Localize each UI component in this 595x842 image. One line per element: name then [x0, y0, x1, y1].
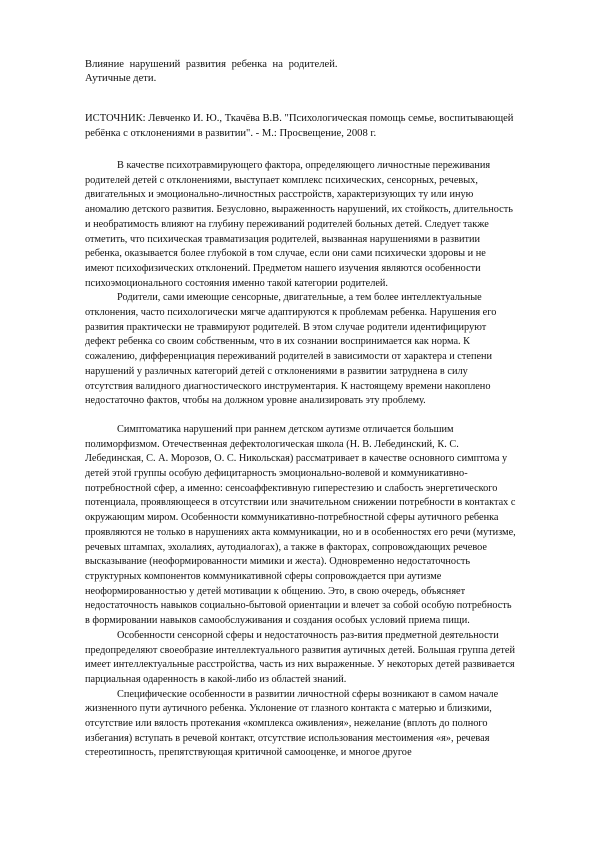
paragraph-4: Особенности сенсорной сферы и недостаточность раз-вития предметной деятельности предопределяют своеобразие интеллектуального развития аутичных детей. Большая группа детей имеет интеллектуальные расстройства, часть из них выраженные. У некоторых детей развивается парциальная одаренность в какой-либо из областей знаний.	[85, 629, 516, 685]
document-subtitle: Аутичные дети.	[85, 73, 157, 84]
paragraph-2: Родители, сами имеющие сенсорные, двигательные, а тем более интеллектуальные отклонения, часто психологически мягче адаптируются к проблемам ребенка. Нарушения его развития практически не травмируют родителей. В этом случае родители идентифицируют дефект ребенка со своим собственным, что в их сознании воспринимается как норма. К сожалению, дифференциация переживаний родителей в зависимости от характера и степени нарушений у различных категорий детей с отклонениями в развитии затруднена в силу отсутствия валидного диагностического инструментария. К настоящему времени накоплено недостаточно фактов, чтобы на должном уровне анализировать эту проблему.	[85, 292, 497, 407]
paragraph-gap	[85, 409, 517, 423]
paragraph-5: Специфические особенности в развитии личностной сферы возникают в самом начале жизненного пути аутичного ребенка. Уклонение от глазного контакта с матерью и близкими, отсутствие или вялость протекания «комплекса оживления», нежелание (вплоть до полного избегания) вступать в речевой контакт, отсутствие использования местоимения «я», речевая стереотипность, препятствующая критичной самооценке, и многое другое	[85, 688, 499, 759]
document-body	[85, 159, 517, 761]
source-citation: ИСТОЧНИК: Левченко И. Ю., Ткачёва В.В. "Психологическая помощь семье, воспитывающей ребёнка с отклонениями в развитии". - М.: Просвещение, 2008 г.	[85, 113, 514, 139]
paragraph-1: В качестве психотравмирующего фактора, определяющего личностные переживания родителей детей с отклонениями, выступает комплекс психических, сенсорных, речевых, двигательных и эмоционально-личностных расстройств, характеризующих ту или иную аномалию детского развития. Безусловно, выраженность нарушений, их стойкость, длительность и необратимость влияют на глубину переживаний родителей больных детей. Следует также отметить, что психическая травматизация родителей, вызванная нарушениями в развитии ребенка, оказывается более глубокой в том случае, если они сами психически здоровы и не имеют психофизических отклонений. Предметом нашего изучения являются особенности психоэмоционального состояния именно такой категории родителей.	[85, 160, 513, 289]
document-title: Влияние нарушений развития ребенка на родителей.	[85, 59, 338, 70]
paragraph-3: Симптоматика нарушений при раннем детском аутизме отличается большим полиморфизмом. Отечественная дефектологическая школа (Н. В. Лебединский, К. С. Лебединская, С. А. Морозов, О. С. Никольская) рассматривает в качестве основного симптома у детей этой группы особую дефицитарность эмоционально-волевой и коммуникативно-потребностной сфер, а именно: сенсоаффективную гиперестезию и слабость энергетического потенциала, проявляющееся в отсутствии или значительном снижении потребности в контактах с окружающим миром. Особенности коммуникативно-потребностной сферы аутичного ребенка проявляются не только в нарушениях акта коммуникации, но и в особенностях его речи (мутизме, речевых штампах, эхолалиях, аутодиалогах), а также в факторах, сопровождающих речевое высказывание (неоформированности мимики и жеста). Одновременно недостаточность структурных компонентов коммуникативной сферы сопровождается при аутизме неоформированностью у детей мотивации к общению. Это, в свою очередь, объясняет недостаточность навыков социально-бытовой ориентации и влечет за собой особую потребность в формировании навыков самообслуживания и создания особых условий приема пищи.	[85, 423, 516, 627]
